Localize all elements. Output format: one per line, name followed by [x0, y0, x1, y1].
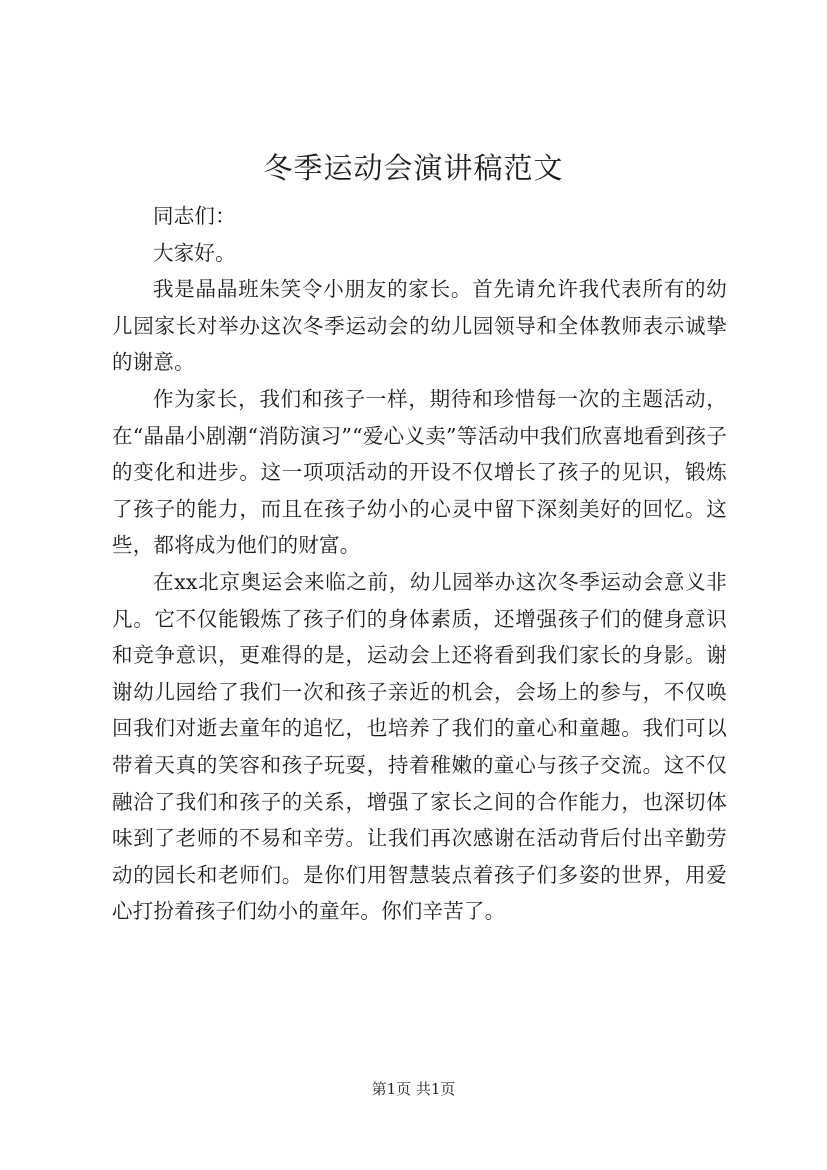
paragraph-sports-meet: 在xx北京奥运会来临之前，幼儿园举办这次冬季运动会意义非凡。它不仅能锻炼了孩子们的身体素质，还增强孩子们的健身意识和竞争意识，更难得的是，运动会上还将看到我们家长的身影。谢谢幼儿园给了我们一次和孩子亲近的机会，会场上的参与，不仅唤回我们对逝去童年的追忆，也培养了我们的童心和童趣。我们可以带着天真的笑容和孩子玩耍，持着稚嫩的童心与孩子交流。这不仅融洽了我们和孩子的关系，增强了家长之间的合作能力，也深切体味到了老师的不易和辛劳。让我们再次感谢在活动背后付出辛勤劳动的园长和老师们。是你们用智慧装点着孩子们多姿的世界，用爱心打扮着孩子们幼小的童年。你们辛苦了。 — [112, 569, 727, 924]
document-title: 冬季运动会演讲稿范文 — [263, 151, 564, 185]
paragraph-greeting: 同志们： — [153, 204, 236, 228]
paragraph-activities: 作为家长，我们和孩子一样，期待和珍惜每一次的主题活动，在“晶晶小剧潮“消防演习”“爱心义卖”等活动中我们欣喜地看到孩子的变化和进步。这一项项活动的开设不仅增长了孩子的见识，锻炼了孩子的能力，而且在孩子幼小的心灵中留下深刻美好的回忆。这些，都将成为他们的财富。 — [112, 386, 727, 558]
paragraph-salutation: 大家好。 — [153, 240, 236, 265]
document-body — [112, 198, 727, 930]
paragraph-introduction: 我是晶晶班朱笑令小朋友的家长。首先请允许我代表所有的幼儿园家长对举办这次冬季运动会的幼儿园领导和全体教师表示诚挚的谢意。 — [112, 277, 727, 375]
page-footer: 第1页 共1页 — [371, 1080, 456, 1098]
